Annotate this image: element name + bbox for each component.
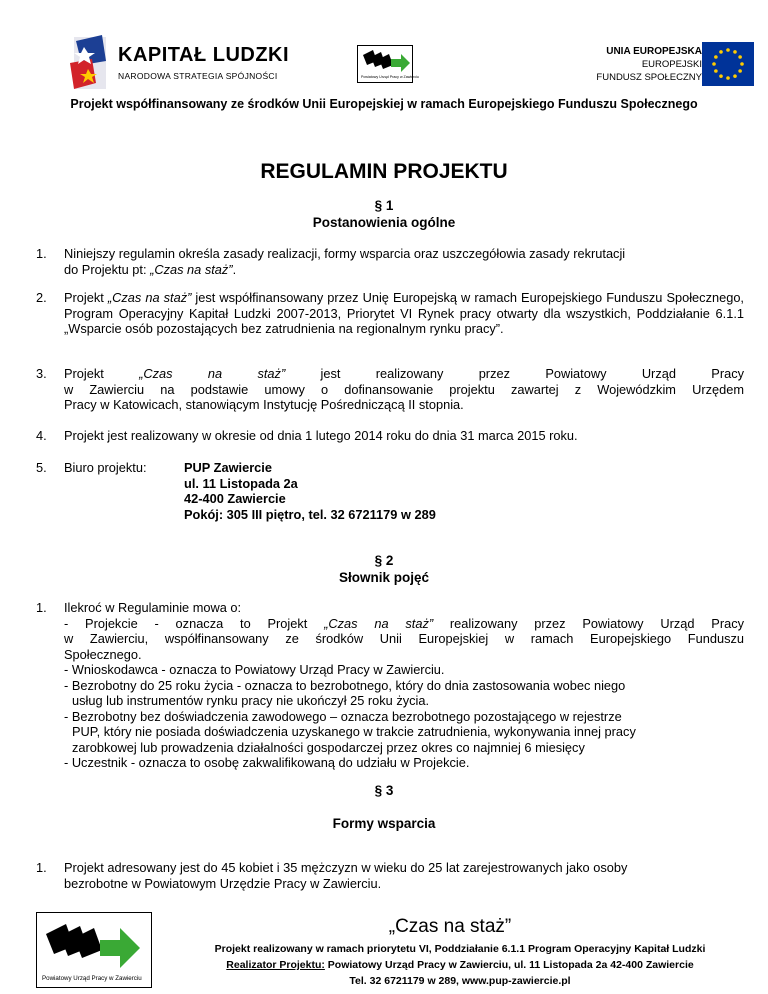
document-title: REGULAMIN PROJEKTU — [260, 160, 508, 183]
s3-item-1-line1: Projekt adresowany jest do 45 kobiet i 35 mężczyzn w wieku do 25 lat zarejestrowanych jako osoby — [64, 860, 628, 875]
s1-item-5 — [36, 460, 744, 522]
pup-logo — [357, 45, 419, 83]
definition-bez-doswiadczenia: - Bezrobotny bez doświadczenia zawodowego – oznacza bezrobotnego pozostającego w rejestrze — [64, 708, 622, 724]
eu-star-icon — [726, 48, 730, 52]
eu-label — [560, 45, 702, 84]
office-label: Biuro projektu: — [64, 460, 147, 475]
s1-item-3-number: 3. — [36, 366, 47, 381]
def-text: - Projekcie - oznacza to Projekt — [64, 615, 325, 631]
eu-star-icon — [733, 50, 737, 54]
eu-star-icon — [726, 76, 730, 80]
cofunding-statement: Projekt współfinansowany ze środków Unii Europejskiej w ramach Europejskiego Funduszu Społecznego — [70, 97, 698, 111]
footer-line3: Tel. 32 6721179 w 289, www.pup-zawiercie.pl — [349, 975, 571, 987]
s1-item-1-text: do Projektu pt: — [64, 261, 151, 277]
eu-label-line3: FUNDUSZ SPOŁECZNY — [596, 72, 702, 83]
section3-title: Formy wsparcia — [332, 816, 436, 831]
definition-projekt-line3: Społecznego. — [64, 646, 142, 662]
s2-item-number: 1. — [36, 600, 47, 615]
footer-logo-text: Powiatowy Urząd Pracy w Zawierciu — [42, 975, 142, 982]
office-address — [184, 460, 436, 522]
definition-bez-doswiadczenia-line3: zarobkowej lub prowadzenia działalności gospodarczej przez okres co najmniej 6 miesięcy — [72, 739, 585, 755]
s2-definitions — [36, 600, 744, 771]
footer-line2 — [160, 959, 760, 971]
eu-star-icon — [733, 74, 737, 78]
eu-star-icon — [712, 62, 716, 66]
office-city: 42-400 Zawiercie — [184, 491, 286, 506]
s2-intro: Ilekroć w Regulaminie mowa o: — [64, 600, 242, 615]
s1-item-2 — [36, 290, 744, 337]
office-name: PUP Zawiercie — [184, 460, 272, 475]
word: Projekt — [64, 366, 104, 381]
eu-star-icon — [719, 74, 723, 78]
eu-star-icon — [714, 55, 718, 59]
s1-item-1-number: 1. — [36, 246, 47, 261]
word: Powiatowy — [545, 366, 607, 381]
definition-bezrobotny-25: - Bezrobotny do 25 roku życia - oznacza to bezrobotnego, który do dnia zastosowania wobec niego — [64, 677, 626, 693]
project-name: „Czas na staż” — [107, 290, 192, 305]
footer-slogan: „Czas na staż” — [388, 916, 512, 937]
footer-realizator-text: Powiatowy Urząd Pracy w Zawierciu, ul. 11 Listopada 2a 42-400 Zawiercie — [324, 959, 694, 971]
eu-star-icon — [714, 69, 718, 73]
s1-item-1-line1: Niniejszy regulamin określa zasady realizacji, formy wsparcia oraz uszczegółowia zasady rekrutacji — [64, 246, 626, 261]
s3-item-1-number: 1. — [36, 860, 47, 875]
footer-pup-logo — [36, 912, 152, 988]
section2-title: Słownik pojęć — [338, 570, 430, 585]
word: „Czas — [139, 366, 173, 381]
eu-star-icon — [740, 62, 744, 66]
section1-number: § 1 — [374, 198, 394, 213]
s1-item-2-start: Projekt — [64, 290, 108, 305]
word: Pracy — [711, 366, 744, 381]
eu-label-line2: EUROPEJSKI — [641, 59, 702, 70]
word: na — [207, 366, 223, 381]
s1-item-1-line2 — [64, 262, 744, 278]
s1-item-2-number: 2. — [36, 290, 47, 305]
word: Urząd — [641, 366, 676, 381]
s1-item-3-line2: w Zawierciu na podstawie umowy o dofinansowanie projektu zawartej z Wojewódzkim Urzędem — [64, 381, 744, 397]
definition-bezrobotny-25-line2: usług lub instrumentów rynku pracy nie ukończył 25 roku życia. — [72, 693, 430, 708]
word: realizowany — [375, 366, 444, 381]
definition-projekt-line2: w Zawierciu, współfinansowany ze środków Unii Europejskiej w ramach Europejskiego Funduszu — [64, 631, 744, 646]
s1-item-3-line1 — [64, 366, 744, 382]
s1-item-4-text: Projekt jest realizowany w okresie od dnia 1 lutego 2014 roku do dnia 31 marca 2015 roku. — [64, 428, 578, 443]
definition-projekt — [64, 616, 744, 632]
footer-realizator-label: Realizator Projektu: — [226, 959, 325, 971]
office-street: ul. 11 Listopada 2a — [184, 475, 298, 491]
s3-item-1 — [36, 860, 744, 891]
footer-line1: Projekt realizowany w ramach priorytetu VI, Poddziałanie 6.1.1 Program Operacyjny Kapitał Ludzki — [214, 943, 706, 955]
s1-item-3 — [36, 366, 744, 413]
eu-label-line1: UNIA EUROPEJSKA — [606, 46, 702, 57]
definition-wnioskodawca: - Wnioskodawca - oznacza to Powiatowy Urząd Pracy w Zawierciu. — [64, 662, 445, 677]
s3-item-1-line2: bezrobotne w Powiatowym Urzędzie Pracy w Zawierciu. — [64, 875, 382, 891]
s1-item-2-text: jest współfinansowany przez Unię Europejską w ramach Europejskiego Funduszu Społecznego, Program Operacyjny Kapitał Ludzki 2007-2013, Priorytet VI Rynek pracy otwarty dla wszystkich, Poddziałanie 6.1.1 „Wsparcie osób pozostających bez zatrudnienia na regionalnym rynku pracy”. — [64, 290, 744, 336]
word: przez — [478, 366, 510, 381]
s1-item-4-number: 4. — [36, 428, 47, 443]
s1-item-4 — [36, 428, 744, 444]
s1-item-3-line3: Pracy w Katowicach, stanowiącym Instytucję Pośredniczącą II stopnia. — [64, 397, 464, 412]
section2-number: § 2 — [374, 553, 394, 568]
word: staż” — [257, 366, 286, 381]
project-name: „Czas na staż” — [324, 615, 434, 631]
eu-star-icon — [719, 50, 723, 54]
word: jest — [320, 366, 341, 381]
pup-logo-text: Powiatowy Urząd Pracy w Zawierciu — [361, 75, 419, 79]
project-name: „Czas na staż” — [150, 261, 233, 277]
definition-uczestnik: - Uczestnik - oznacza to osobę zakwalifikowaną do udziału w Projekcie. — [64, 755, 470, 770]
office-room: Pokój: 305 III piętro, tel. 32 6721179 w 289 — [184, 506, 436, 522]
definition-bez-doswiadczenia-line2: PUP, który nie posiada doświadczenia uzyskanego w trakcie zatrudnienia, wykonywania innej pracy — [72, 724, 636, 739]
section1-title: Postanowienia ogólne — [312, 215, 456, 230]
s1-item-5-number: 5. — [36, 460, 47, 475]
eu-star-icon — [738, 69, 742, 73]
s1-item-1 — [36, 246, 744, 277]
section3-number: § 3 — [374, 783, 394, 798]
eu-star-icon — [738, 55, 742, 59]
s1-item-1-end: . — [232, 261, 237, 277]
eu-flag-icon — [702, 42, 754, 86]
kapital-ludzki-title: KAPITAŁ LUDZKI — [118, 44, 290, 66]
kapital-ludzki-subtitle: NARODOWA STRATEGIA SPÓJNOŚCI — [118, 71, 278, 81]
def-text: realizowany przez Powiatowy Urząd Pracy — [433, 615, 744, 631]
